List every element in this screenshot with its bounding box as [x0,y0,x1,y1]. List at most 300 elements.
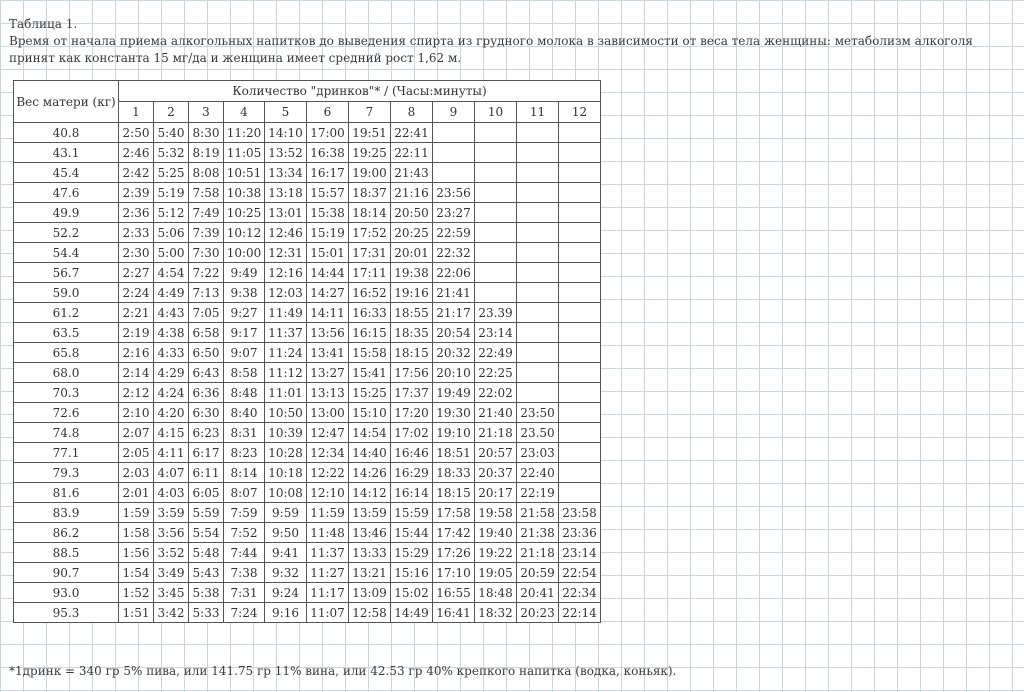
time-cell: 10:12 [224,223,265,243]
time-cell: 15:57 [307,183,349,203]
time-cell [475,143,517,163]
time-cell [433,143,475,163]
time-cell [559,383,601,403]
time-cell: 15:02 [391,583,433,603]
time-cell: 21:16 [391,183,433,203]
time-cell: 16:52 [349,283,391,303]
time-cell: 21:58 [517,503,559,523]
time-cell: 19:25 [349,143,391,163]
table-row [14,163,601,183]
time-cell: 5:00 [154,243,189,263]
time-cell [559,343,601,363]
time-cell [559,283,601,303]
time-cell: 10:50 [265,403,307,423]
time-cell: 18:48 [475,583,517,603]
time-cell: 14:12 [349,483,391,503]
drink-count-header: 9 [433,102,475,123]
weight-cell: 43.1 [14,143,119,163]
time-cell: 13:09 [349,583,391,603]
table-row [14,383,601,403]
time-cell: 15:58 [349,343,391,363]
time-cell: 22:32 [433,243,475,263]
time-cell: 16:41 [433,603,475,623]
time-cell: 2:01 [119,483,154,503]
time-cell: 9:50 [265,523,307,543]
time-cell: 22:19 [517,483,559,503]
weight-cell: 86.2 [14,523,119,543]
time-cell: 18:15 [391,343,433,363]
time-cell: 8:58 [224,363,265,383]
time-cell: 7:52 [224,523,265,543]
time-cell: 1:51 [119,603,154,623]
time-cell: 23:27 [433,203,475,223]
time-cell: 20:50 [391,203,433,223]
time-cell: 22:25 [475,363,517,383]
time-cell: 19:16 [391,283,433,303]
table-row [14,483,601,503]
time-cell: 15:19 [307,223,349,243]
time-cell: 7:13 [189,283,224,303]
time-cell: 13:01 [265,203,307,223]
time-cell: 18:14 [349,203,391,223]
footnote: *1дринк = 340 гр 5% пива, или 141.75 гр 11% вина, или 42.53 гр 40% крепкого напитка (водка, коньяк). [9,664,677,678]
time-cell: 6:30 [189,403,224,423]
time-cell: 8:40 [224,403,265,423]
caption-line-1: Время от начала приема алкогольных напитков до выведения спирта из грудного молока в зависимости от веса тела женщины: метаболизм алкоголя [9,34,973,48]
table-row [14,283,601,303]
time-cell: 12:47 [307,423,349,443]
table-row [14,523,601,543]
time-cell: 20:57 [475,443,517,463]
drink-count-header: 8 [391,102,433,123]
time-cell: 9:49 [224,263,265,283]
table-row [14,343,601,363]
drink-count-header: 10 [475,102,517,123]
time-cell: 17:52 [349,223,391,243]
table-row [14,603,601,623]
time-cell: 22:49 [475,343,517,363]
time-cell: 5:48 [189,543,224,563]
time-cell: 20:17 [475,483,517,503]
time-cell: 20:23 [517,603,559,623]
time-cell [475,123,517,143]
drinks-column-header: Количество "дринков"* / (Часы:минуты) [119,81,601,102]
time-cell: 2:30 [119,243,154,263]
time-cell [475,283,517,303]
time-cell: 13:59 [349,503,391,523]
time-cell: 11:07 [307,603,349,623]
time-cell: 20:10 [433,363,475,383]
weight-cell: 49.9 [14,203,119,223]
time-cell: 17:58 [433,503,475,523]
time-cell: 6:17 [189,443,224,463]
time-cell: 21:17 [433,303,475,323]
time-cell: 14:54 [349,423,391,443]
time-cell: 19:05 [475,563,517,583]
time-cell [517,123,559,143]
time-cell [475,223,517,243]
time-cell: 13:00 [307,403,349,423]
time-cell: 16:38 [307,143,349,163]
time-cell: 22:02 [475,383,517,403]
time-cell: 2:46 [119,143,154,163]
time-cell: 2:36 [119,203,154,223]
time-cell: 12:58 [349,603,391,623]
time-cell: 20:54 [433,323,475,343]
time-cell: 12:10 [307,483,349,503]
time-cell: 23:14 [559,543,601,563]
time-cell: 2:19 [119,323,154,343]
time-cell: 19:00 [349,163,391,183]
time-cell [559,203,601,223]
time-cell: 11:12 [265,363,307,383]
time-cell: 11:48 [307,523,349,543]
table-row [14,223,601,243]
time-cell: 19:51 [349,123,391,143]
time-cell [517,363,559,383]
time-cell: 15:38 [307,203,349,223]
time-cell: 2:24 [119,283,154,303]
time-cell: 14:40 [349,443,391,463]
time-cell: 1:54 [119,563,154,583]
weight-column-header: Вес матери (кг) [14,81,119,123]
time-cell: 8:19 [189,143,224,163]
time-cell: 7:38 [224,563,265,583]
time-cell: 10:00 [224,243,265,263]
time-cell: 5:19 [154,183,189,203]
alcohol-clearance-table [13,80,601,623]
time-cell: 20:32 [433,343,475,363]
time-cell [475,263,517,283]
time-cell: 11:37 [307,543,349,563]
time-cell: 7:59 [224,503,265,523]
drink-count-header: 4 [224,102,265,123]
time-cell: 18:15 [433,483,475,503]
time-cell: 17:20 [391,403,433,423]
weight-cell: 93.0 [14,583,119,603]
weight-cell: 88.5 [14,543,119,563]
time-cell [559,443,601,463]
table-row [14,443,601,463]
time-cell [559,143,601,163]
time-cell: 14:27 [307,283,349,303]
time-cell: 12:16 [265,263,307,283]
time-cell: 23.39 [475,303,517,323]
time-cell: 5:25 [154,163,189,183]
weight-cell: 95.3 [14,603,119,623]
table-row [14,303,601,323]
time-cell: 5:12 [154,203,189,223]
time-cell: 9:59 [265,503,307,523]
time-cell: 16:55 [433,583,475,603]
time-cell: 16:29 [391,463,433,483]
time-cell: 4:15 [154,423,189,443]
time-cell: 14:44 [307,263,349,283]
time-cell [517,143,559,163]
time-cell: 17:31 [349,243,391,263]
time-cell: 16:46 [391,443,433,463]
table-row [14,403,601,423]
time-cell: 9:38 [224,283,265,303]
time-cell: 22:41 [391,123,433,143]
time-cell: 21:38 [517,523,559,543]
time-cell: 20:01 [391,243,433,263]
time-cell: 9:07 [224,343,265,363]
time-cell: 1:58 [119,523,154,543]
time-cell: 8:23 [224,443,265,463]
time-cell [433,163,475,183]
time-cell [559,463,601,483]
table-row [14,143,601,163]
time-cell: 16:17 [307,163,349,183]
time-cell: 7:05 [189,303,224,323]
time-cell: 14:49 [391,603,433,623]
time-cell: 11:24 [265,343,307,363]
time-cell: 17:10 [433,563,475,583]
time-cell: 21:18 [475,423,517,443]
weight-cell: 79.3 [14,463,119,483]
time-cell [559,123,601,143]
time-cell: 5:43 [189,563,224,583]
time-cell: 23:56 [433,183,475,203]
table-row [14,503,601,523]
time-cell: 14:26 [349,463,391,483]
time-cell: 7:31 [224,583,265,603]
time-cell: 6:05 [189,483,224,503]
time-cell: 4:43 [154,303,189,323]
time-cell [559,263,601,283]
drink-count-header: 7 [349,102,391,123]
time-cell [517,383,559,403]
time-cell: 21:18 [517,543,559,563]
time-cell: 11:27 [307,563,349,583]
table-row [14,543,601,563]
time-cell: 11:59 [307,503,349,523]
time-cell: 13:52 [265,143,307,163]
time-cell: 6:23 [189,423,224,443]
table-row [14,243,601,263]
time-cell: 22:11 [391,143,433,163]
time-cell [559,163,601,183]
table-row [14,363,601,383]
table-row [14,183,601,203]
time-cell: 4:29 [154,363,189,383]
time-cell: 7:58 [189,183,224,203]
time-cell [475,203,517,223]
table-row [14,123,601,143]
time-cell: 22:14 [559,603,601,623]
time-cell: 19:30 [433,403,475,423]
time-cell: 23:58 [559,503,601,523]
time-cell: 7:22 [189,263,224,283]
time-cell: 2:50 [119,123,154,143]
time-cell: 15:59 [391,503,433,523]
weight-cell: 40.8 [14,123,119,143]
time-cell [517,223,559,243]
time-cell: 2:14 [119,363,154,383]
weight-cell: 61.2 [14,303,119,323]
time-cell: 4:11 [154,443,189,463]
time-cell: 4:24 [154,383,189,403]
time-cell: 22:40 [517,463,559,483]
time-cell: 8:14 [224,463,265,483]
time-cell: 19:58 [475,503,517,523]
time-cell: 2:10 [119,403,154,423]
time-cell: 13:21 [349,563,391,583]
time-cell: 12:34 [307,443,349,463]
time-cell: 14:10 [265,123,307,143]
time-cell [517,323,559,343]
time-cell: 6:36 [189,383,224,403]
time-cell: 23:50 [517,403,559,423]
time-cell: 11:17 [307,583,349,603]
time-cell: 8:31 [224,423,265,443]
time-cell: 3:45 [154,583,189,603]
time-cell: 15:10 [349,403,391,423]
time-cell: 4:38 [154,323,189,343]
time-cell: 15:25 [349,383,391,403]
time-cell: 12:46 [265,223,307,243]
weight-cell: 68.0 [14,363,119,383]
time-cell: 15:01 [307,243,349,263]
time-cell: 5:38 [189,583,224,603]
time-cell: 18:33 [433,463,475,483]
time-cell: 22:59 [433,223,475,243]
drink-count-header: 6 [307,102,349,123]
time-cell [559,483,601,503]
time-cell: 2:12 [119,383,154,403]
time-cell: 10:18 [265,463,307,483]
time-cell: 9:17 [224,323,265,343]
time-cell: 11:05 [224,143,265,163]
time-cell: 17:56 [391,363,433,383]
time-cell [517,343,559,363]
weight-cell: 59.0 [14,283,119,303]
time-cell: 8:08 [189,163,224,183]
time-cell: 18:35 [391,323,433,343]
time-cell: 20:41 [517,583,559,603]
time-cell: 18:32 [475,603,517,623]
table-caption [9,16,1019,67]
time-cell: 17:42 [433,523,475,543]
time-cell: 2:39 [119,183,154,203]
time-cell: 2:42 [119,163,154,183]
time-cell: 10:28 [265,443,307,463]
time-cell: 1:56 [119,543,154,563]
drink-count-header: 11 [517,102,559,123]
time-cell: 23.50 [517,423,559,443]
time-cell: 15:44 [391,523,433,543]
time-cell: 19:22 [475,543,517,563]
time-cell [517,203,559,223]
time-cell: 5:33 [189,603,224,623]
time-cell: 17:11 [349,263,391,283]
time-cell: 22:06 [433,263,475,283]
weight-cell: 56.7 [14,263,119,283]
time-cell: 4:07 [154,463,189,483]
time-cell: 20:25 [391,223,433,243]
time-cell: 23:14 [475,323,517,343]
time-cell: 4:54 [154,263,189,283]
time-cell: 6:50 [189,343,224,363]
weight-cell: 72.6 [14,403,119,423]
time-cell: 17:37 [391,383,433,403]
time-cell [517,163,559,183]
drink-count-header: 1 [119,102,154,123]
time-cell: 7:24 [224,603,265,623]
time-cell: 14:11 [307,303,349,323]
table-row [14,323,601,343]
time-cell [559,403,601,423]
time-cell: 3:49 [154,563,189,583]
time-cell: 8:48 [224,383,265,403]
time-cell [517,243,559,263]
time-cell: 21:43 [391,163,433,183]
table-row [14,583,601,603]
time-cell [475,163,517,183]
time-cell: 16:15 [349,323,391,343]
time-cell [475,243,517,263]
time-cell: 2:21 [119,303,154,323]
time-cell: 18:37 [349,183,391,203]
weight-cell: 77.1 [14,443,119,463]
time-cell: 19:10 [433,423,475,443]
time-cell: 3:56 [154,523,189,543]
drink-count-header: 3 [189,102,224,123]
caption-line-2: принят как константа 15 мг/да и женщина имеет средний рост 1,62 м. [9,51,462,65]
time-cell [517,183,559,203]
time-cell: 19:40 [475,523,517,543]
time-cell: 5:54 [189,523,224,543]
time-cell: 2:05 [119,443,154,463]
time-cell: 13:18 [265,183,307,203]
weight-cell: 52.2 [14,223,119,243]
time-cell: 13:46 [349,523,391,543]
time-cell: 3:59 [154,503,189,523]
time-cell: 11:49 [265,303,307,323]
time-cell: 13:27 [307,363,349,383]
time-cell: 10:25 [224,203,265,223]
time-cell [559,363,601,383]
time-cell: 17:26 [433,543,475,563]
time-cell [559,423,601,443]
time-cell: 8:07 [224,483,265,503]
time-cell [433,123,475,143]
time-cell: 9:27 [224,303,265,323]
time-cell [559,183,601,203]
table-header-row [14,81,601,102]
time-cell: 19:38 [391,263,433,283]
time-cell [559,303,601,323]
time-cell [475,183,517,203]
time-cell: 9:32 [265,563,307,583]
time-cell: 10:08 [265,483,307,503]
caption-title: Таблица 1. [9,17,78,31]
time-cell: 6:43 [189,363,224,383]
table-row [14,263,601,283]
time-cell: 17:02 [391,423,433,443]
time-cell: 15:29 [391,543,433,563]
table-row [14,423,601,443]
time-cell: 2:07 [119,423,154,443]
time-cell: 21:41 [433,283,475,303]
time-cell: 19:49 [433,383,475,403]
time-cell: 20:59 [517,563,559,583]
weight-cell: 90.7 [14,563,119,583]
weight-cell: 54.4 [14,243,119,263]
time-cell: 6:11 [189,463,224,483]
time-cell: 23:36 [559,523,601,543]
